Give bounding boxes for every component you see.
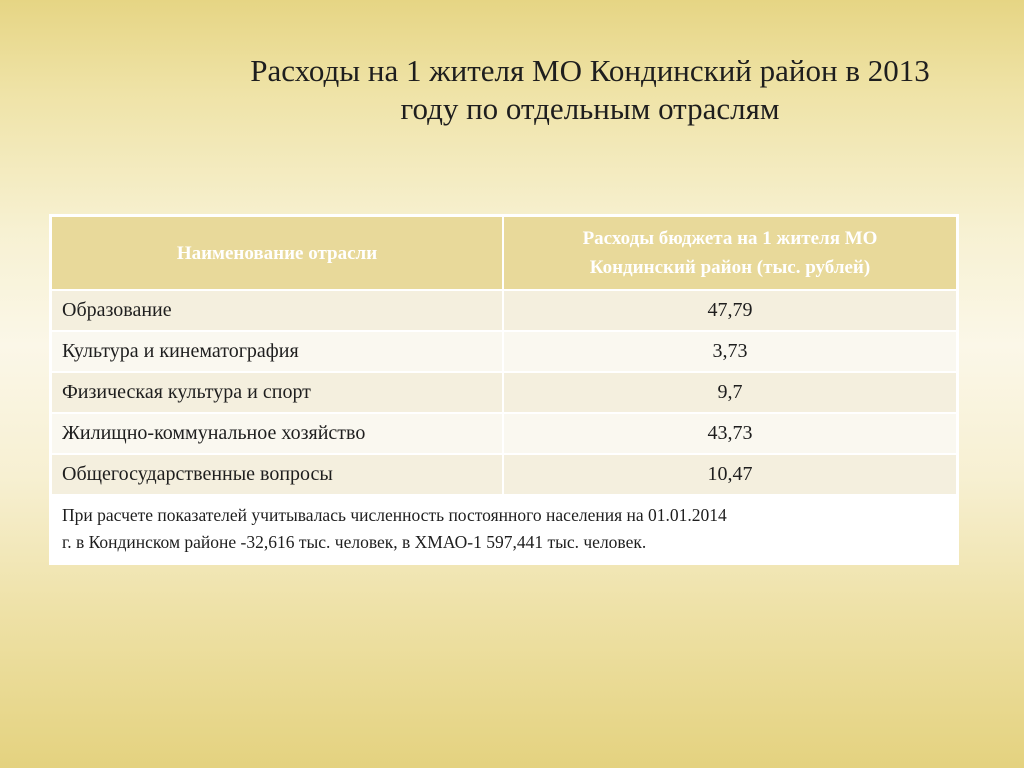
header-industry-name [51, 216, 503, 290]
table-row [51, 413, 957, 454]
slide-title-line-2: году по отдельным отраслям [400, 91, 780, 126]
population-note-line-2: г. в Кондинском районе -32,616 тыс. человек, в ХМАО-1 597,441 тыс. человек. [62, 532, 647, 552]
table-row [51, 372, 957, 413]
industry-name-cell: Образование [51, 290, 503, 331]
expenses-table [50, 215, 958, 564]
industry-name-cell: Культура и кинематография [51, 331, 503, 372]
expense-value-cell: 43,73 [503, 413, 957, 454]
expense-value-cell: 47,79 [503, 290, 957, 331]
table-row [51, 331, 957, 372]
expense-value-cell: 3,73 [503, 331, 957, 372]
table-row [51, 454, 957, 495]
table-row [51, 290, 957, 331]
slide-title [195, 52, 985, 128]
population-note-line-1: При расчете показателей учитывалась численность постоянного населения на 01.01.2014 [62, 505, 727, 525]
table-header-row [51, 216, 957, 290]
industry-name-cell: Физическая культура и спорт [51, 372, 503, 413]
industry-name-cell: Общегосударственные вопросы [51, 454, 503, 495]
expense-value-cell: 9,7 [503, 372, 957, 413]
industry-name-cell: Жилищно-коммунальное хозяйство [51, 413, 503, 454]
header-expense-line-1: Расходы бюджета на 1 жителя МО [582, 228, 878, 249]
population-note [51, 495, 957, 563]
slide-title-line-1: Расходы на 1 жителя МО Кондинский район в 2013 [250, 53, 930, 88]
table-note-row [51, 495, 957, 563]
header-industry-name-label: Наименование отрасли [176, 242, 378, 264]
expenses-table-container [49, 214, 959, 565]
header-expense-line-2: Кондинский район (тыс. рублей) [589, 257, 871, 278]
header-expense-per-resident [503, 216, 957, 290]
expense-value-cell: 10,47 [503, 454, 957, 495]
